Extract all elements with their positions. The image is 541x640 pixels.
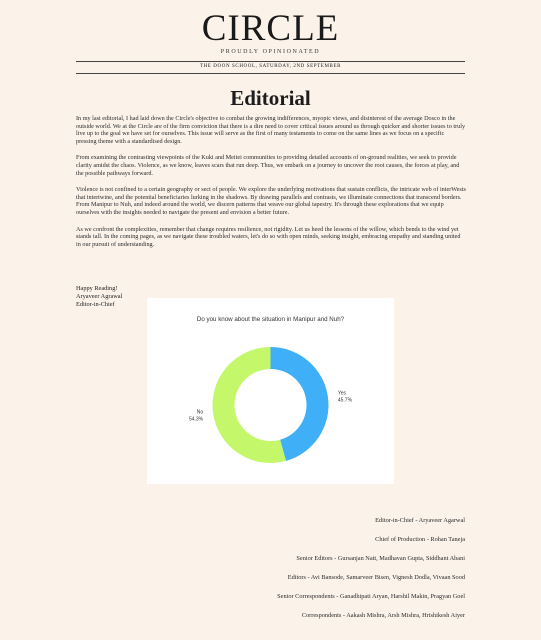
chart-title: Do you know about the situation in Manipur and Nuh? <box>196 316 345 323</box>
credit-line: Chief of Production - Rohan Taneja <box>375 536 465 543</box>
signoff-greeting: Happy Reading! <box>76 285 118 292</box>
credit-line: Senior Correspondents - Ganadhipati Aryan, Harshil Makin, Pragyan Goel <box>277 593 465 600</box>
masthead <box>0 10 541 55</box>
donut-chart <box>147 298 394 484</box>
signoff-role: Editor-in-Chief <box>76 301 115 308</box>
slice-value-label: 45.7% <box>337 397 353 404</box>
header-rule-bottom <box>76 73 465 74</box>
signoff <box>76 285 122 309</box>
slice-category-label: No <box>196 409 204 416</box>
slice-value-label: 54.3% <box>188 416 204 423</box>
credit-line: Editor-in-Chief - Aryaveer Agarwal <box>375 517 465 524</box>
paragraph: In my last editorial, I had laid down the Circle's objective to combat the growing indifferences, myopic views, and disinterest of the average Dosco in the outside world. We at the Circle are of the firm conviction that there is a dire need to cover critical issues around us through quicker and shorter issues to truly live up to the goal we have set for ourselves. This issue will serve as the first of many testaments to come on the same lines as we focus on a specific pressing theme with a standardised design. <box>76 115 466 145</box>
credit-line: Senior Editors - Gursanjan Natt, Madhavan Gupta, Siddhant Abani <box>296 555 465 562</box>
credits <box>277 517 465 631</box>
dateline: THE DOON SCHOOL, SATURDAY, 2ND SEPTEMBER <box>199 64 342 69</box>
paragraph: As we confront the complexities, remember that change requires resilience, not rigidity. Let us heed the lessons of the willow, which bends to the wind yet stands tall. In the coming pages, as we navigate these troubled waters, let's do so with open minds, seeking insight, embracing empathy and standing united in our pursuit of understanding. <box>76 225 461 248</box>
credit-line: Correspondents - Aakash Mishra, Arsh Mishra, Hrishikesh Aiyer <box>301 612 465 619</box>
header-rule-top <box>76 61 465 62</box>
paragraph: From examining the contrasting viewpoints of the Kuki and Meitei communities to providing detailed accounts of on-ground realities, we seek to provide clarity amidst the chaos. Violence, as we know, leaves scars that run deep. Thus, we embark on a journey to uncover the root causes, the forces at play, and the possible pathways forward. <box>76 154 460 177</box>
survey-chart-card <box>147 298 394 484</box>
brand-tagline: PROUDLY OPINIONATED <box>220 49 321 55</box>
credit-line: Editors - Avi Bansode, Samarveer Bisen, Vignesh Dodla, Vivaan Sood <box>287 574 465 581</box>
article-title: Editorial <box>230 86 311 110</box>
brand-title: CIRCLE <box>201 8 340 49</box>
slice-category-label: Yes <box>337 390 347 397</box>
paragraph: Violence is not confined to a certain geography or sect of people. We explore the underlying motivations that sustain conflicts, the intricate web of interWests that intertwine, and the potential beneficiaries lurking in the shadows. By drawing parallels and contrasts, we illuminate connections that transcend borders. From Manipur to Nuh, and indeed around the world, we discern patterns that weave our global tapestry. It's through these explorations that we equip ourselves with the insights needed to navigate the present and envision a better future. <box>76 186 466 216</box>
signoff-name: Aryaveer Agrawal <box>76 293 123 300</box>
article-body <box>76 115 466 257</box>
